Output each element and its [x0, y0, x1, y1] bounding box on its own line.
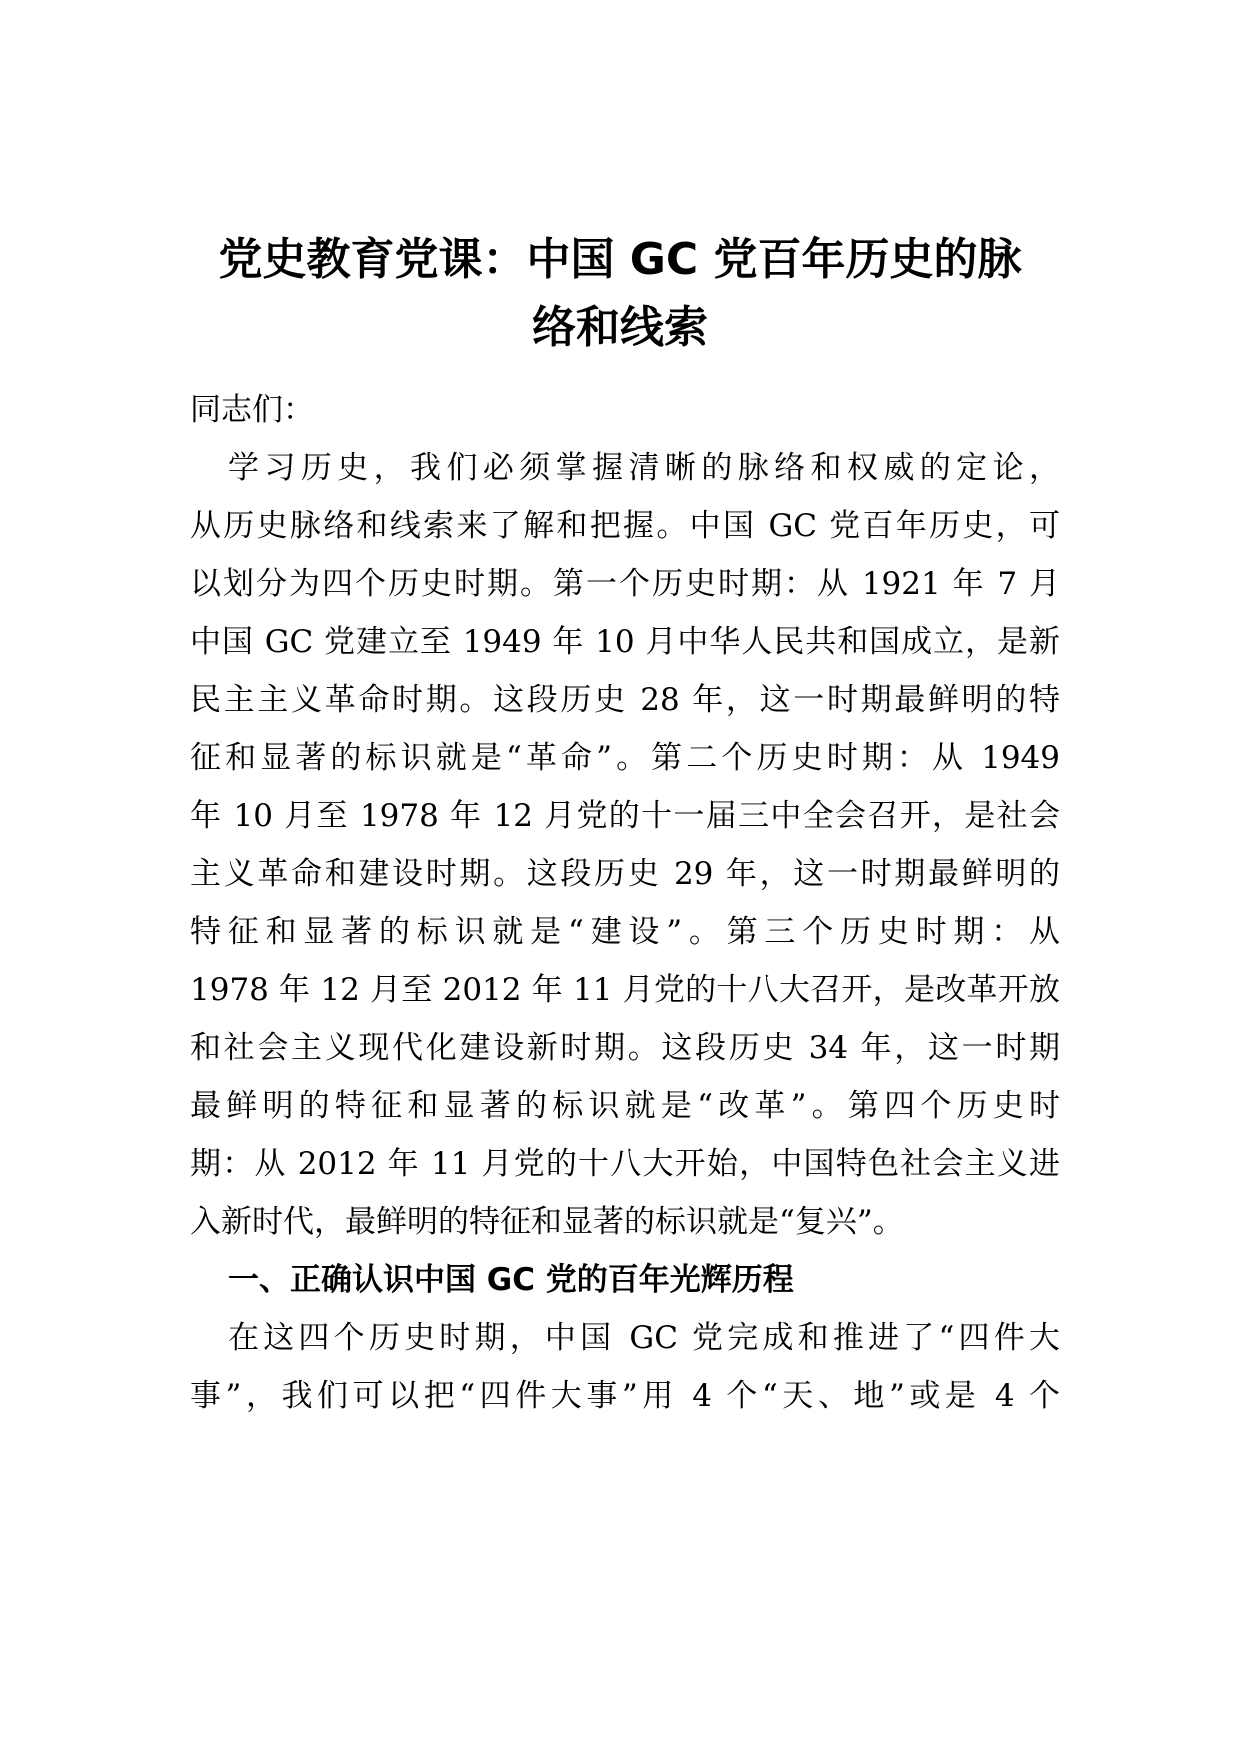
paragraph-1-line-5: 民主主义革命时期。这段历史 28 年，这一时期最鲜明的特 — [190, 682, 1060, 718]
paragraph-1-line-2: 从历史脉络和线索来了解和把握。中国 GC 党百年历史，可 — [190, 508, 1060, 544]
paragraph-1-line-1: 学习历史，我们必须掌握清晰的脉络和权威的定论， — [228, 450, 1060, 486]
paragraph-2-line-1: 在这四个历史时期，中国 GC 党完成和推进了“四件大 — [228, 1320, 1060, 1356]
paragraph-1-line-9: 特征和显著的标识就是“建设”。第三个历史时期：从 — [190, 914, 1060, 950]
document-title-line-1: 党史教育党课：中国 GC 党百年历史的脉 — [218, 234, 1022, 285]
paragraph-1-line-10: 1978 年 12 月至 2012 年 11 月党的十八大召开，是改革开放 — [190, 972, 1060, 1008]
section-1-heading: 一、正确认识中国 GC 党的百年光辉历程 — [228, 1262, 794, 1298]
salutation: 同志们： — [190, 392, 314, 428]
paragraph-1-line-8: 主义革命和建设时期。这段历史 29 年，这一时期最鲜明的 — [190, 856, 1060, 892]
paragraph-1-line-4: 中国 GC 党建立至 1949 年 10 月中华人民共和国成立，是新 — [190, 624, 1060, 660]
paragraph-1-line-11: 和社会主义现代化建设新时期。这段历史 34 年，这一时期 — [190, 1030, 1060, 1066]
paragraph-1-line-14: 入新时代，最鲜明的特征和显著的标识就是“复兴”。 — [190, 1204, 904, 1240]
paragraph-1-line-3: 以划分为四个历史时期。第一个历史时期：从 1921 年 7 月 — [190, 566, 1060, 602]
paragraph-1-line-7: 年 10 月至 1978 年 12 月党的十一届三中全会召开，是社会 — [190, 798, 1060, 834]
paragraph-2-line-2: 事”，我们可以把“四件大事”用 4 个“天、地”或是 4 个 — [190, 1378, 1060, 1414]
paragraph-1-line-12: 最鲜明的特征和显著的标识就是“改革”。第四个历史时 — [190, 1088, 1060, 1124]
document-title-line-2: 络和线索 — [532, 302, 708, 353]
paragraph-1-line-6: 征和显著的标识就是“革命”。第二个历史时期：从 1949 — [190, 740, 1060, 776]
paragraph-1-line-13: 期：从 2012 年 11 月党的十八大开始，中国特色社会主义进 — [190, 1146, 1060, 1182]
